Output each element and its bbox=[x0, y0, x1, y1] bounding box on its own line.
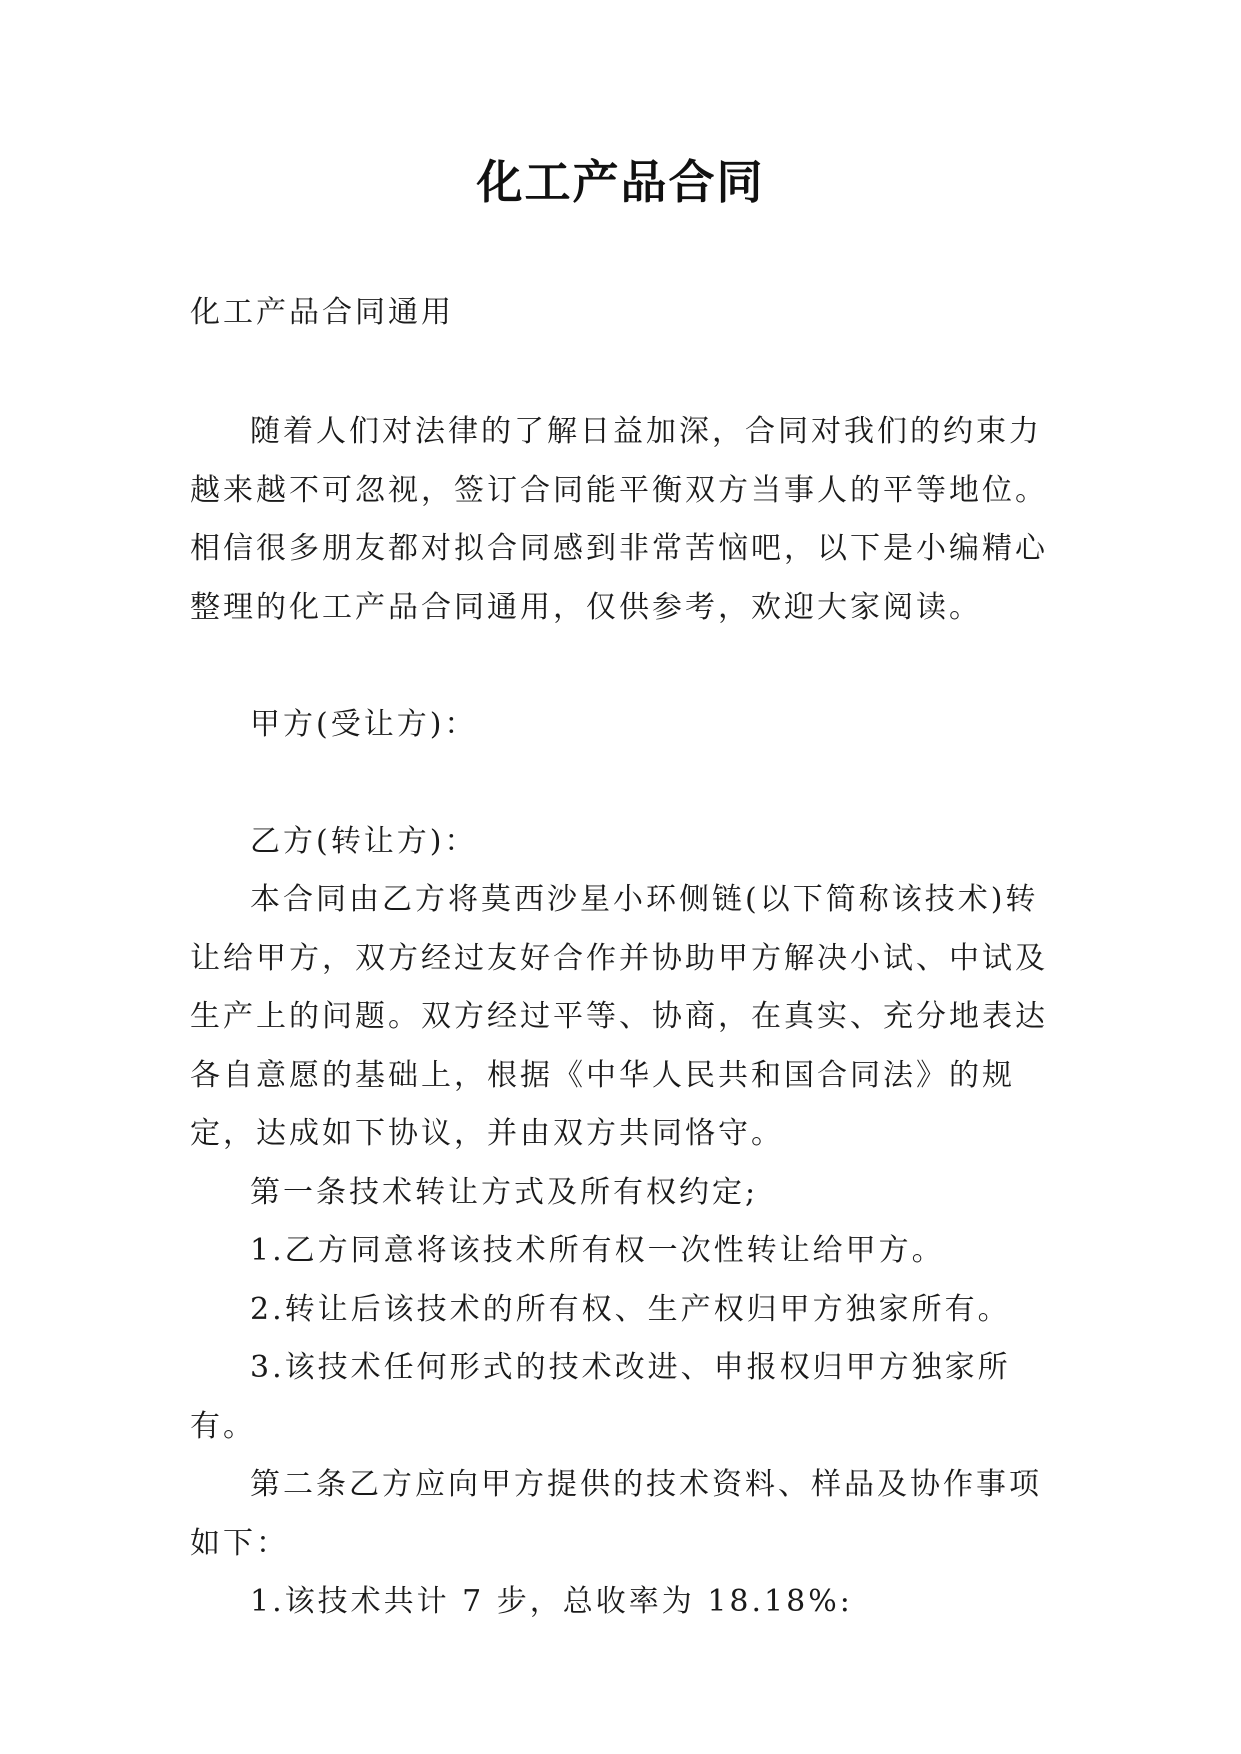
article-2-item-1: 1.该技术共计 7 步，总收率为 18.18%: bbox=[250, 1584, 853, 1619]
article-1-item-1: 1.乙方同意将该技术所有权一次性转让给甲方。 bbox=[250, 1233, 945, 1268]
document-body bbox=[190, 403, 1060, 1632]
preamble-paragraph: 本合同由乙方将莫西沙星小环侧链(以下简称该技术)转让给甲方，双方经过友好合作并协助甲方解决小试、中试及生产上的问题。双方经过平等、协商，在真实、充分地表达各自意愿的基础上，根据《中华人民共和国合同法》的规定，达成如下协议，并由双方共同恪守。 bbox=[190, 882, 1048, 1151]
party-b-line: 乙方(转让方)： bbox=[250, 823, 478, 859]
article-1-item-2: 2.转让后该技术的所有权、生产权归甲方独家所有。 bbox=[250, 1291, 1011, 1327]
article-2-heading: 第二条乙方应向甲方提供的技术资料、样品及协作事项如下： bbox=[190, 1467, 1042, 1561]
party-a-line: 甲方(受让方)： bbox=[250, 706, 478, 742]
document-title: 化工产品合同 bbox=[476, 155, 765, 209]
spacer bbox=[190, 754, 1060, 813]
article-1-item-3: 3.该技术任何形式的技术改进、申报权归甲方独家所有。 bbox=[190, 1350, 1011, 1444]
spacer bbox=[190, 637, 1060, 696]
article-1-heading: 第一条技术转让方式及所有权约定; bbox=[250, 1174, 759, 1210]
document-subtitle: 化工产品合同通用 bbox=[190, 295, 454, 330]
intro-paragraph: 随着人们对法律的了解日益加深，合同对我们的约束力越来越不可忽视，签订合同能平衡双方当事人的平等地位。相信很多朋友都对拟合同感到非常苦恼吧，以下是小编精心整理的化工产品合同通用，仅供参考，欢迎大家阅读。 bbox=[190, 414, 1048, 625]
